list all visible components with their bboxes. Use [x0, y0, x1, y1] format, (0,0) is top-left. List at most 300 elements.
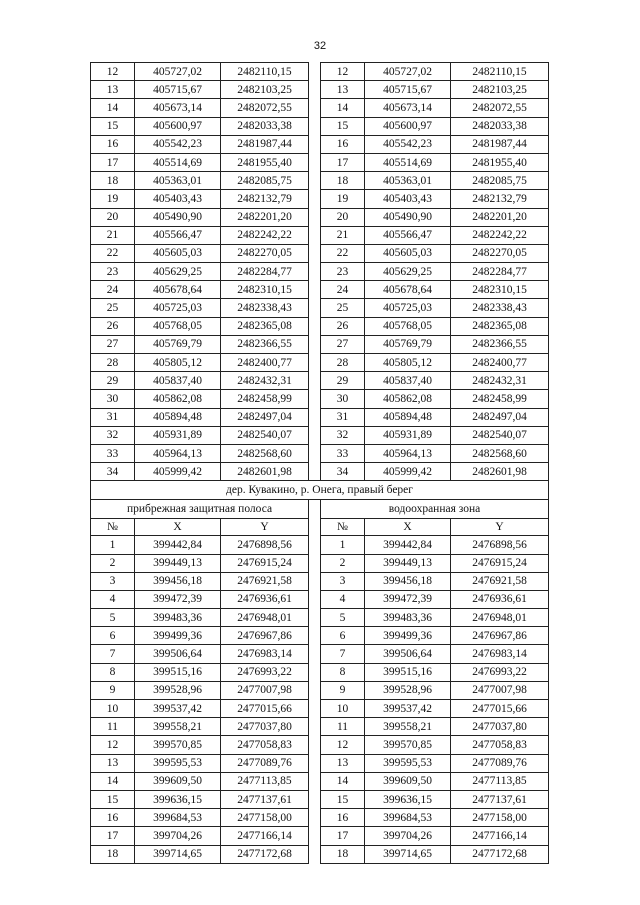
table-row [91, 117, 549, 135]
table-row [91, 536, 549, 554]
coordinates-table [90, 62, 549, 864]
right-y-coordinate: 2482085,75 [451, 172, 549, 190]
right-y-coordinate: 2482497,04 [451, 408, 549, 426]
left-y-coordinate: 2482540,07 [221, 426, 309, 444]
left-y-coordinate: 2482103,25 [221, 81, 309, 99]
left-y-coordinate: 2476983,14 [221, 645, 309, 663]
right-point-number: 28 [321, 354, 365, 372]
left-y-coordinate: 2482242,22 [221, 226, 309, 244]
right-x-coordinate: 399595,53 [365, 754, 451, 772]
right-y-coordinate: 2477113,85 [451, 772, 549, 790]
table-row [91, 172, 549, 190]
right-x-coordinate: 399472,39 [365, 590, 451, 608]
gap-cell [309, 317, 321, 335]
table-row [91, 754, 549, 772]
left-y-coordinate: 2482085,75 [221, 172, 309, 190]
gap-cell [309, 81, 321, 99]
col-header-x: X [135, 519, 221, 536]
left-y-coordinate: 2477113,85 [221, 772, 309, 790]
right-y-coordinate: 2482432,31 [451, 372, 549, 390]
right-point-number: 21 [321, 226, 365, 244]
left-point-number: 20 [91, 208, 135, 226]
left-x-coordinate: 399558,21 [135, 718, 221, 736]
right-point-number: 16 [321, 809, 365, 827]
right-point-number: 6 [321, 627, 365, 645]
table-row [91, 99, 549, 117]
left-x-coordinate: 399684,53 [135, 809, 221, 827]
gap-cell [309, 226, 321, 244]
right-x-coordinate: 405403,43 [365, 190, 451, 208]
section-title: дер. Кувакино, р. Онега, правый берег [91, 481, 549, 500]
left-x-coordinate: 399506,64 [135, 645, 221, 663]
left-x-coordinate: 399595,53 [135, 754, 221, 772]
right-y-coordinate: 2476948,01 [451, 609, 549, 627]
right-y-coordinate: 2482338,43 [451, 299, 549, 317]
right-y-coordinate: 2477015,66 [451, 700, 549, 718]
right-point-number: 20 [321, 208, 365, 226]
right-x-coordinate: 405931,89 [365, 426, 451, 444]
table-row [91, 772, 549, 790]
gap-cell [309, 772, 321, 790]
right-x-coordinate: 405894,48 [365, 408, 451, 426]
left-point-number: 19 [91, 190, 135, 208]
gap-cell [309, 809, 321, 827]
right-point-number: 13 [321, 81, 365, 99]
right-point-number: 4 [321, 590, 365, 608]
left-point-number: 25 [91, 299, 135, 317]
table-row [91, 190, 549, 208]
col-header-num: № [321, 519, 365, 536]
left-x-coordinate: 405805,12 [135, 354, 221, 372]
right-x-coordinate: 399499,36 [365, 627, 451, 645]
table-row [91, 153, 549, 171]
right-point-number: 24 [321, 281, 365, 299]
right-x-coordinate: 399442,84 [365, 536, 451, 554]
right-x-coordinate: 405862,08 [365, 390, 451, 408]
left-x-coordinate: 405931,89 [135, 426, 221, 444]
gap-cell [309, 153, 321, 171]
left-point-number: 11 [91, 718, 135, 736]
right-y-coordinate: 2482110,15 [451, 63, 549, 81]
table-row [91, 790, 549, 808]
left-point-number: 7 [91, 645, 135, 663]
gap-cell [309, 500, 321, 519]
right-x-coordinate: 405768,05 [365, 317, 451, 335]
left-x-coordinate: 405769,79 [135, 335, 221, 353]
table-row [91, 81, 549, 99]
right-x-coordinate: 405964,13 [365, 444, 451, 462]
left-point-number: 31 [91, 408, 135, 426]
right-point-number: 18 [321, 172, 365, 190]
left-x-coordinate: 399570,85 [135, 736, 221, 754]
right-x-coordinate: 399714,65 [365, 845, 451, 863]
right-x-coordinate: 405673,14 [365, 99, 451, 117]
right-point-number: 12 [321, 736, 365, 754]
table-row [91, 208, 549, 226]
left-point-number: 10 [91, 700, 135, 718]
left-x-coordinate: 405964,13 [135, 444, 221, 462]
left-y-coordinate: 2477058,83 [221, 736, 309, 754]
left-x-coordinate: 405837,40 [135, 372, 221, 390]
left-point-number: 22 [91, 244, 135, 262]
table-row [91, 226, 549, 244]
right-y-coordinate: 2477007,98 [451, 681, 549, 699]
left-point-number: 15 [91, 117, 135, 135]
right-point-number: 27 [321, 335, 365, 353]
gap-cell [309, 172, 321, 190]
left-y-coordinate: 2482072,55 [221, 99, 309, 117]
left-point-number: 15 [91, 790, 135, 808]
right-x-coordinate: 399506,64 [365, 645, 451, 663]
left-x-coordinate: 399704,26 [135, 827, 221, 845]
gap-cell [309, 372, 321, 390]
left-point-number: 16 [91, 809, 135, 827]
left-x-coordinate: 405403,43 [135, 190, 221, 208]
table-row [91, 244, 549, 262]
right-y-coordinate: 2476936,61 [451, 590, 549, 608]
right-x-coordinate: 399570,85 [365, 736, 451, 754]
left-x-coordinate: 399449,13 [135, 554, 221, 572]
left-y-coordinate: 2482338,43 [221, 299, 309, 317]
right-y-coordinate: 2482242,22 [451, 226, 549, 244]
table-row [91, 663, 549, 681]
right-x-coordinate: 405566,47 [365, 226, 451, 244]
right-x-coordinate: 405363,01 [365, 172, 451, 190]
left-point-number: 18 [91, 172, 135, 190]
left-y-coordinate: 2482270,05 [221, 244, 309, 262]
right-point-number: 34 [321, 463, 365, 481]
gap-cell [309, 627, 321, 645]
left-point-number: 32 [91, 426, 135, 444]
right-point-number: 25 [321, 299, 365, 317]
col-header-y: Y [451, 519, 549, 536]
right-point-number: 23 [321, 263, 365, 281]
left-y-coordinate: 2477137,61 [221, 790, 309, 808]
left-y-coordinate: 2482400,77 [221, 354, 309, 372]
left-point-number: 13 [91, 754, 135, 772]
gap-cell [309, 426, 321, 444]
table-row [91, 700, 549, 718]
left-y-coordinate: 2477015,66 [221, 700, 309, 718]
right-point-number: 15 [321, 790, 365, 808]
table-row [91, 590, 549, 608]
left-y-coordinate: 2476967,86 [221, 627, 309, 645]
right-point-number: 22 [321, 244, 365, 262]
right-subheader: водоохранная зона [321, 500, 549, 519]
left-point-number: 17 [91, 827, 135, 845]
gap-cell [309, 845, 321, 863]
gap-cell [309, 554, 321, 572]
right-y-coordinate: 2477058,83 [451, 736, 549, 754]
gap-cell [309, 736, 321, 754]
right-x-coordinate: 399456,18 [365, 572, 451, 590]
right-x-coordinate: 399684,53 [365, 809, 451, 827]
right-x-coordinate: 399528,96 [365, 681, 451, 699]
right-x-coordinate: 399537,42 [365, 700, 451, 718]
left-y-coordinate: 2477172,68 [221, 845, 309, 863]
gap-cell [309, 190, 321, 208]
left-x-coordinate: 405490,90 [135, 208, 221, 226]
right-x-coordinate: 405837,40 [365, 372, 451, 390]
right-y-coordinate: 2481987,44 [451, 135, 549, 153]
left-point-number: 14 [91, 772, 135, 790]
left-y-coordinate: 2482201,20 [221, 208, 309, 226]
left-y-coordinate: 2482497,04 [221, 408, 309, 426]
right-y-coordinate: 2482400,77 [451, 354, 549, 372]
right-point-number: 14 [321, 772, 365, 790]
left-point-number: 17 [91, 153, 135, 171]
table-row [91, 809, 549, 827]
right-x-coordinate: 405490,90 [365, 208, 451, 226]
gap-cell [309, 299, 321, 317]
table-row [91, 463, 549, 481]
right-x-coordinate: 405678,64 [365, 281, 451, 299]
right-y-coordinate: 2482601,98 [451, 463, 549, 481]
left-y-coordinate: 2476993,22 [221, 663, 309, 681]
table-row [91, 627, 549, 645]
right-point-number: 1 [321, 536, 365, 554]
right-point-number: 31 [321, 408, 365, 426]
table-row [91, 335, 549, 353]
gap-cell [309, 263, 321, 281]
right-x-coordinate: 399449,13 [365, 554, 451, 572]
left-x-coordinate: 405542,23 [135, 135, 221, 153]
right-point-number: 17 [321, 153, 365, 171]
right-y-coordinate: 2477166,14 [451, 827, 549, 845]
table-row [91, 609, 549, 627]
left-point-number: 16 [91, 135, 135, 153]
section1-body [91, 63, 549, 481]
left-y-coordinate: 2477037,80 [221, 718, 309, 736]
right-x-coordinate: 405999,42 [365, 463, 451, 481]
right-point-number: 15 [321, 117, 365, 135]
right-point-number: 16 [321, 135, 365, 153]
left-y-coordinate: 2482365,08 [221, 317, 309, 335]
right-x-coordinate: 405600,97 [365, 117, 451, 135]
gap-cell [309, 754, 321, 772]
right-point-number: 19 [321, 190, 365, 208]
left-point-number: 14 [91, 99, 135, 117]
left-y-coordinate: 2476921,58 [221, 572, 309, 590]
table-row [91, 827, 549, 845]
right-x-coordinate: 405715,67 [365, 81, 451, 99]
left-x-coordinate: 399499,36 [135, 627, 221, 645]
col-header-num: № [91, 519, 135, 536]
gap-cell [309, 390, 321, 408]
gap-cell [309, 790, 321, 808]
right-point-number: 33 [321, 444, 365, 462]
right-y-coordinate: 2477037,80 [451, 718, 549, 736]
gap-cell [309, 519, 321, 536]
gap-cell [309, 117, 321, 135]
right-x-coordinate: 405805,12 [365, 354, 451, 372]
gap-cell [309, 827, 321, 845]
left-x-coordinate: 405862,08 [135, 390, 221, 408]
gap-cell [309, 99, 321, 117]
table-row [91, 281, 549, 299]
left-x-coordinate: 405363,01 [135, 172, 221, 190]
right-y-coordinate: 2482103,25 [451, 81, 549, 99]
right-point-number: 14 [321, 99, 365, 117]
right-x-coordinate: 399558,21 [365, 718, 451, 736]
left-x-coordinate: 405768,05 [135, 317, 221, 335]
left-y-coordinate: 2481955,40 [221, 153, 309, 171]
left-x-coordinate: 405678,64 [135, 281, 221, 299]
left-y-coordinate: 2482310,15 [221, 281, 309, 299]
right-x-coordinate: 405629,25 [365, 263, 451, 281]
left-point-number: 30 [91, 390, 135, 408]
left-y-coordinate: 2482568,60 [221, 444, 309, 462]
left-y-coordinate: 2482110,15 [221, 63, 309, 81]
gap-cell [309, 335, 321, 353]
table-row [91, 408, 549, 426]
left-y-coordinate: 2477166,14 [221, 827, 309, 845]
right-y-coordinate: 2476967,86 [451, 627, 549, 645]
left-y-coordinate: 2482432,31 [221, 372, 309, 390]
table-row [91, 63, 549, 81]
left-x-coordinate: 399636,15 [135, 790, 221, 808]
left-point-number: 21 [91, 226, 135, 244]
left-point-number: 4 [91, 590, 135, 608]
table-row [91, 354, 549, 372]
gap-cell [309, 663, 321, 681]
gap-cell [309, 536, 321, 554]
right-y-coordinate: 2476915,24 [451, 554, 549, 572]
table-row [91, 263, 549, 281]
left-point-number: 13 [91, 81, 135, 99]
gap-cell [309, 408, 321, 426]
gap-cell [309, 244, 321, 262]
left-x-coordinate: 405673,14 [135, 99, 221, 117]
table-row [91, 299, 549, 317]
left-y-coordinate: 2482366,55 [221, 335, 309, 353]
right-point-number: 29 [321, 372, 365, 390]
table-row [91, 572, 549, 590]
left-x-coordinate: 399483,36 [135, 609, 221, 627]
gap-cell [309, 700, 321, 718]
table-row [91, 681, 549, 699]
left-point-number: 33 [91, 444, 135, 462]
left-x-coordinate: 399442,84 [135, 536, 221, 554]
section2-body [91, 536, 549, 863]
left-subheader: прибрежная защитная полоса [91, 500, 309, 519]
right-y-coordinate: 2477172,68 [451, 845, 549, 863]
right-y-coordinate: 2482310,15 [451, 281, 549, 299]
left-x-coordinate: 399528,96 [135, 681, 221, 699]
right-point-number: 2 [321, 554, 365, 572]
table-row [91, 554, 549, 572]
right-y-coordinate: 2476993,22 [451, 663, 549, 681]
right-point-number: 11 [321, 718, 365, 736]
right-y-coordinate: 2481955,40 [451, 153, 549, 171]
right-y-coordinate: 2482284,77 [451, 263, 549, 281]
right-y-coordinate: 2477137,61 [451, 790, 549, 808]
left-x-coordinate: 405999,42 [135, 463, 221, 481]
left-y-coordinate: 2477089,76 [221, 754, 309, 772]
left-x-coordinate: 405600,97 [135, 117, 221, 135]
left-point-number: 3 [91, 572, 135, 590]
col-header-y: Y [221, 519, 309, 536]
left-point-number: 9 [91, 681, 135, 699]
left-x-coordinate: 405725,03 [135, 299, 221, 317]
left-y-coordinate: 2482601,98 [221, 463, 309, 481]
right-y-coordinate: 2482072,55 [451, 99, 549, 117]
table-row [91, 390, 549, 408]
right-y-coordinate: 2477089,76 [451, 754, 549, 772]
left-x-coordinate: 405727,02 [135, 63, 221, 81]
table-row [91, 718, 549, 736]
left-point-number: 18 [91, 845, 135, 863]
right-x-coordinate: 399483,36 [365, 609, 451, 627]
right-y-coordinate: 2482132,79 [451, 190, 549, 208]
left-y-coordinate: 2476948,01 [221, 609, 309, 627]
right-y-coordinate: 2482033,38 [451, 117, 549, 135]
right-y-coordinate: 2482270,05 [451, 244, 549, 262]
gap-cell [309, 572, 321, 590]
gap-cell [309, 590, 321, 608]
left-x-coordinate: 399609,50 [135, 772, 221, 790]
gap-cell [309, 208, 321, 226]
right-point-number: 13 [321, 754, 365, 772]
right-y-coordinate: 2476983,14 [451, 645, 549, 663]
left-point-number: 29 [91, 372, 135, 390]
right-x-coordinate: 405542,23 [365, 135, 451, 153]
left-x-coordinate: 405715,67 [135, 81, 221, 99]
right-y-coordinate: 2482365,08 [451, 317, 549, 335]
table-row [91, 845, 549, 863]
right-y-coordinate: 2476898,56 [451, 536, 549, 554]
left-y-coordinate: 2477007,98 [221, 681, 309, 699]
right-y-coordinate: 2482366,55 [451, 335, 549, 353]
left-point-number: 26 [91, 317, 135, 335]
gap-cell [309, 463, 321, 481]
left-x-coordinate: 405605,03 [135, 244, 221, 262]
gap-cell [309, 63, 321, 81]
gap-cell [309, 444, 321, 462]
right-point-number: 26 [321, 317, 365, 335]
right-y-coordinate: 2482201,20 [451, 208, 549, 226]
right-y-coordinate: 2476921,58 [451, 572, 549, 590]
right-x-coordinate: 399636,15 [365, 790, 451, 808]
left-y-coordinate: 2482284,77 [221, 263, 309, 281]
left-point-number: 6 [91, 627, 135, 645]
gap-cell [309, 281, 321, 299]
right-point-number: 10 [321, 700, 365, 718]
gap-cell [309, 354, 321, 372]
right-point-number: 17 [321, 827, 365, 845]
right-x-coordinate: 399609,50 [365, 772, 451, 790]
right-point-number: 30 [321, 390, 365, 408]
right-x-coordinate: 405605,03 [365, 244, 451, 262]
left-y-coordinate: 2476898,56 [221, 536, 309, 554]
left-point-number: 28 [91, 354, 135, 372]
right-point-number: 3 [321, 572, 365, 590]
col-header-x: X [365, 519, 451, 536]
gap-cell [309, 718, 321, 736]
table-row [91, 736, 549, 754]
left-x-coordinate: 405566,47 [135, 226, 221, 244]
left-x-coordinate: 399472,39 [135, 590, 221, 608]
page-number: 32 [313, 40, 327, 52]
right-point-number: 18 [321, 845, 365, 863]
left-y-coordinate: 2477158,00 [221, 809, 309, 827]
left-x-coordinate: 405894,48 [135, 408, 221, 426]
right-x-coordinate: 399704,26 [365, 827, 451, 845]
left-point-number: 23 [91, 263, 135, 281]
table-row [91, 317, 549, 335]
table-row [91, 645, 549, 663]
right-x-coordinate: 405727,02 [365, 63, 451, 81]
